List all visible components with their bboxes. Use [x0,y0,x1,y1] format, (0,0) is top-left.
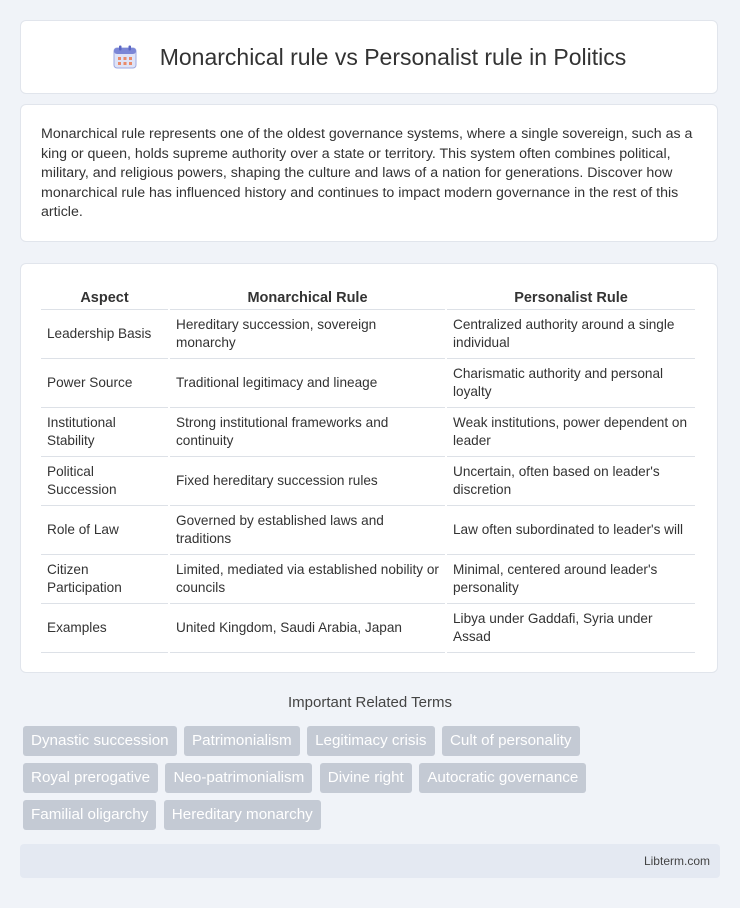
header-personalist: Personalist Rule [447,284,695,310]
cell-monarchical: Governed by established laws and traditions [170,506,445,555]
cell-monarchical: Limited, mediated via established nobility or councils [170,555,445,604]
related-term-tag[interactable]: Cult of personality [442,726,580,756]
cell-aspect: Institutional Stability [41,408,168,457]
cell-personalist: Minimal, centered around leader's personality [447,555,695,604]
comparison-card [20,263,718,673]
related-term-tag[interactable]: Patrimonialism [184,726,300,756]
related-term-tag[interactable]: Dynastic succession [23,726,177,756]
cell-personalist: Charismatic authority and personal loyalty [447,359,695,408]
cell-personalist: Uncertain, often based on leader's discretion [447,457,695,506]
cell-aspect: Leadership Basis [41,310,168,359]
cell-monarchical: Hereditary succession, sovereign monarchy [170,310,445,359]
cell-aspect: Citizen Participation [41,555,168,604]
table-row [41,310,695,359]
cell-monarchical: Fixed hereditary succession rules [170,457,445,506]
header-aspect: Aspect [41,284,168,310]
cell-aspect: Examples [41,604,168,653]
table-row [41,408,695,457]
cell-aspect: Role of Law [41,506,168,555]
cell-monarchical: United Kingdom, Saudi Arabia, Japan [170,604,445,653]
comparison-table [39,284,697,653]
related-term-tag[interactable]: Hereditary monarchy [164,800,321,830]
intro-text: Monarchical rule represents one of the oldest governance systems, where a single sovereign, such as a king or queen, holds supreme authority over a state or territory. This system often combines political, military, and religious powers, shaping the culture and laws of a nation for generations. Discover how monarchical rule has influenced history and continues to impact modern governance in the rest of this article. [41,126,693,221]
page-footer [20,844,720,878]
cell-aspect: Political Succession [41,457,168,506]
table-row [41,506,695,555]
site-link[interactable]: Libterm.com [643,854,710,868]
related-term-tag[interactable]: Familial oligarchy [23,800,156,830]
cell-monarchical: Traditional legitimacy and lineage [170,359,445,408]
table-header-row [41,284,695,310]
header-monarchical: Monarchical Rule [170,284,445,310]
page-header [20,20,718,94]
page-title: Monarchical rule vs Personalist rule in Politics [159,43,627,70]
calendar-icon [112,44,138,70]
table-row [41,359,695,408]
related-term-tag[interactable]: Neo-patrimonialism [165,763,312,793]
cell-personalist: Centralized authority around a single individual [447,310,695,359]
related-term-tag[interactable]: Divine right [320,763,412,793]
table-row [41,604,695,653]
cell-monarchical: Strong institutional frameworks and continuity [170,408,445,457]
intro-card [20,104,718,242]
cell-personalist: Law often subordinated to leader's will [447,506,695,555]
table-row [41,555,695,604]
cell-personalist: Weak institutions, power dependent on leader [447,408,695,457]
cell-personalist: Libya under Gaddafi, Syria under Assad [447,604,695,653]
cell-aspect: Power Source [41,359,168,408]
related-term-tag[interactable]: Legitimacy crisis [307,726,434,756]
related-terms-list [23,726,723,837]
related-term-tag[interactable]: Autocratic governance [419,763,586,793]
related-terms-title: Important Related Terms [288,694,452,711]
table-row [41,457,695,506]
related-term-tag[interactable]: Royal prerogative [23,763,158,793]
